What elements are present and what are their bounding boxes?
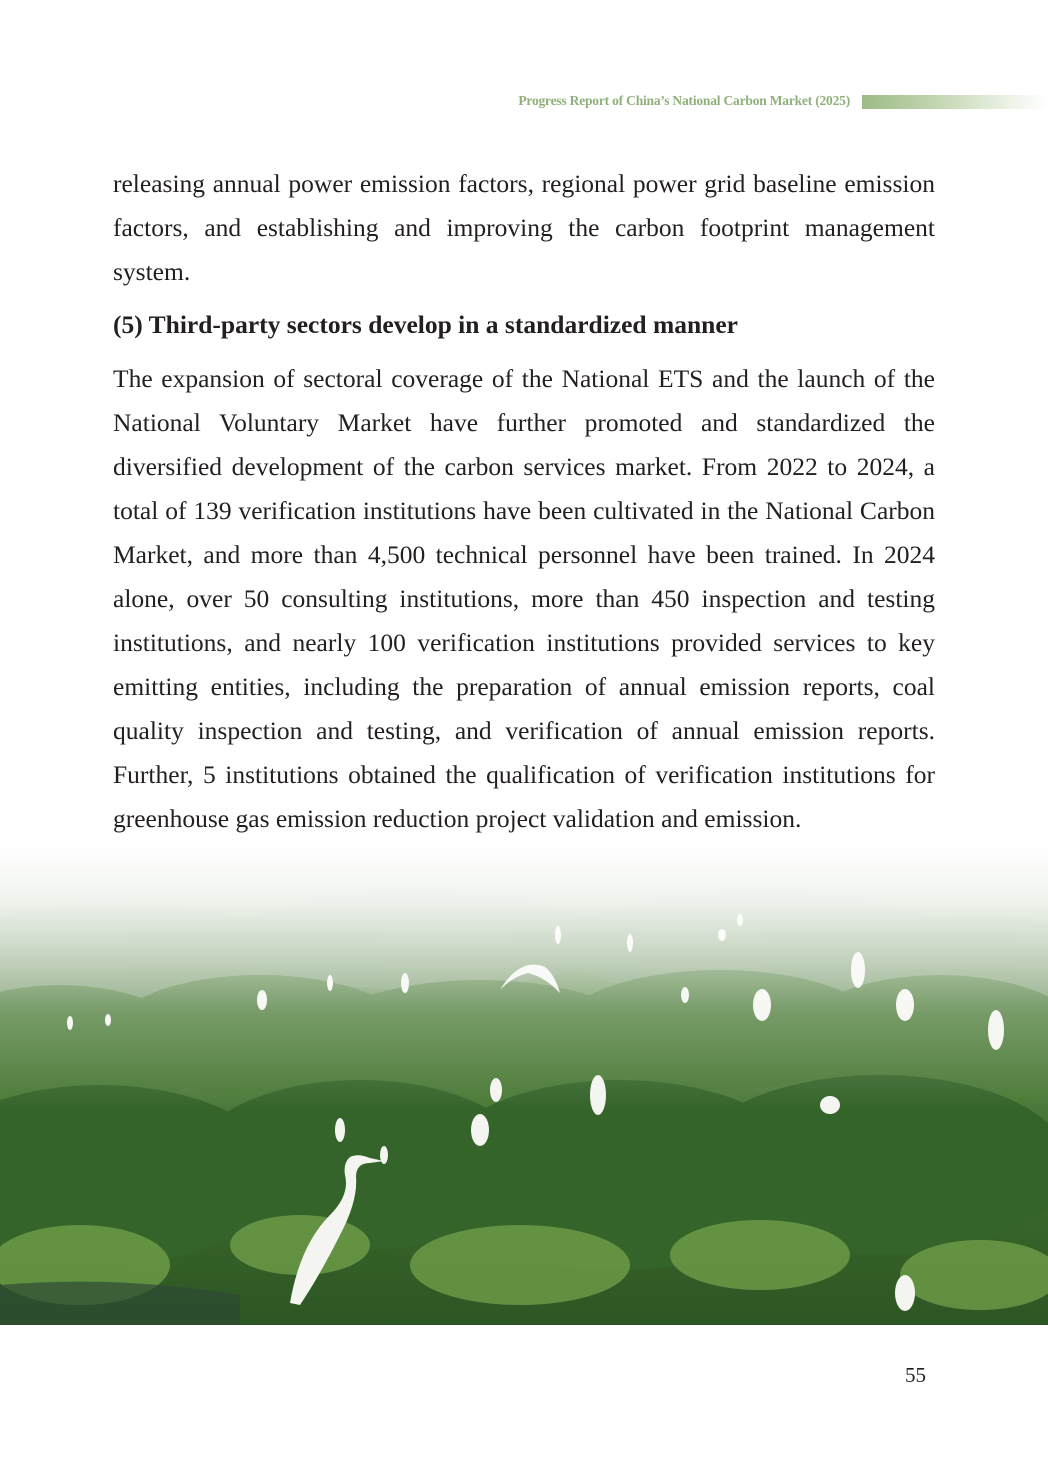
header-gradient-bar xyxy=(862,95,1048,109)
section-heading: (5) Third-party sectors develop in a standardized manner xyxy=(113,310,738,339)
fog-overlay xyxy=(0,845,1048,1325)
paragraph-continued: releasing annual power emission factors, regional power grid baseline emission factors, and establishing and improving the carbon footprint management system. xyxy=(113,169,935,286)
page-number: 55 xyxy=(905,1363,926,1387)
running-header xyxy=(0,93,1048,111)
body-content xyxy=(113,162,935,841)
paragraph-main: The expansion of sectoral coverage of the National ETS and the launch of the National Voluntary Market have further promoted and standardized the diversified development of the carbon services market. From 2022 to 2024, a total of 139 verification institutions have been cultivated in the National Carbon Market, and more than 4,500 technical personnel have been trained. In 2024 alone, over 50 consulting institutions, more than 450 inspection and testing institutions, and nearly 100 verification institutions provided services to key emitting entities, including the preparation of annual emission reports, coal quality inspection and testing, and verification of annual emission reports. Further, 5 institutions obtained the qualification of verification institutions for greenhouse gas emission reduction project validation and emission. xyxy=(113,364,935,833)
egrets-forest-photo xyxy=(0,845,1048,1325)
running-header-title: Progress Report of China’s National Carbon Market (2025) xyxy=(518,93,850,108)
